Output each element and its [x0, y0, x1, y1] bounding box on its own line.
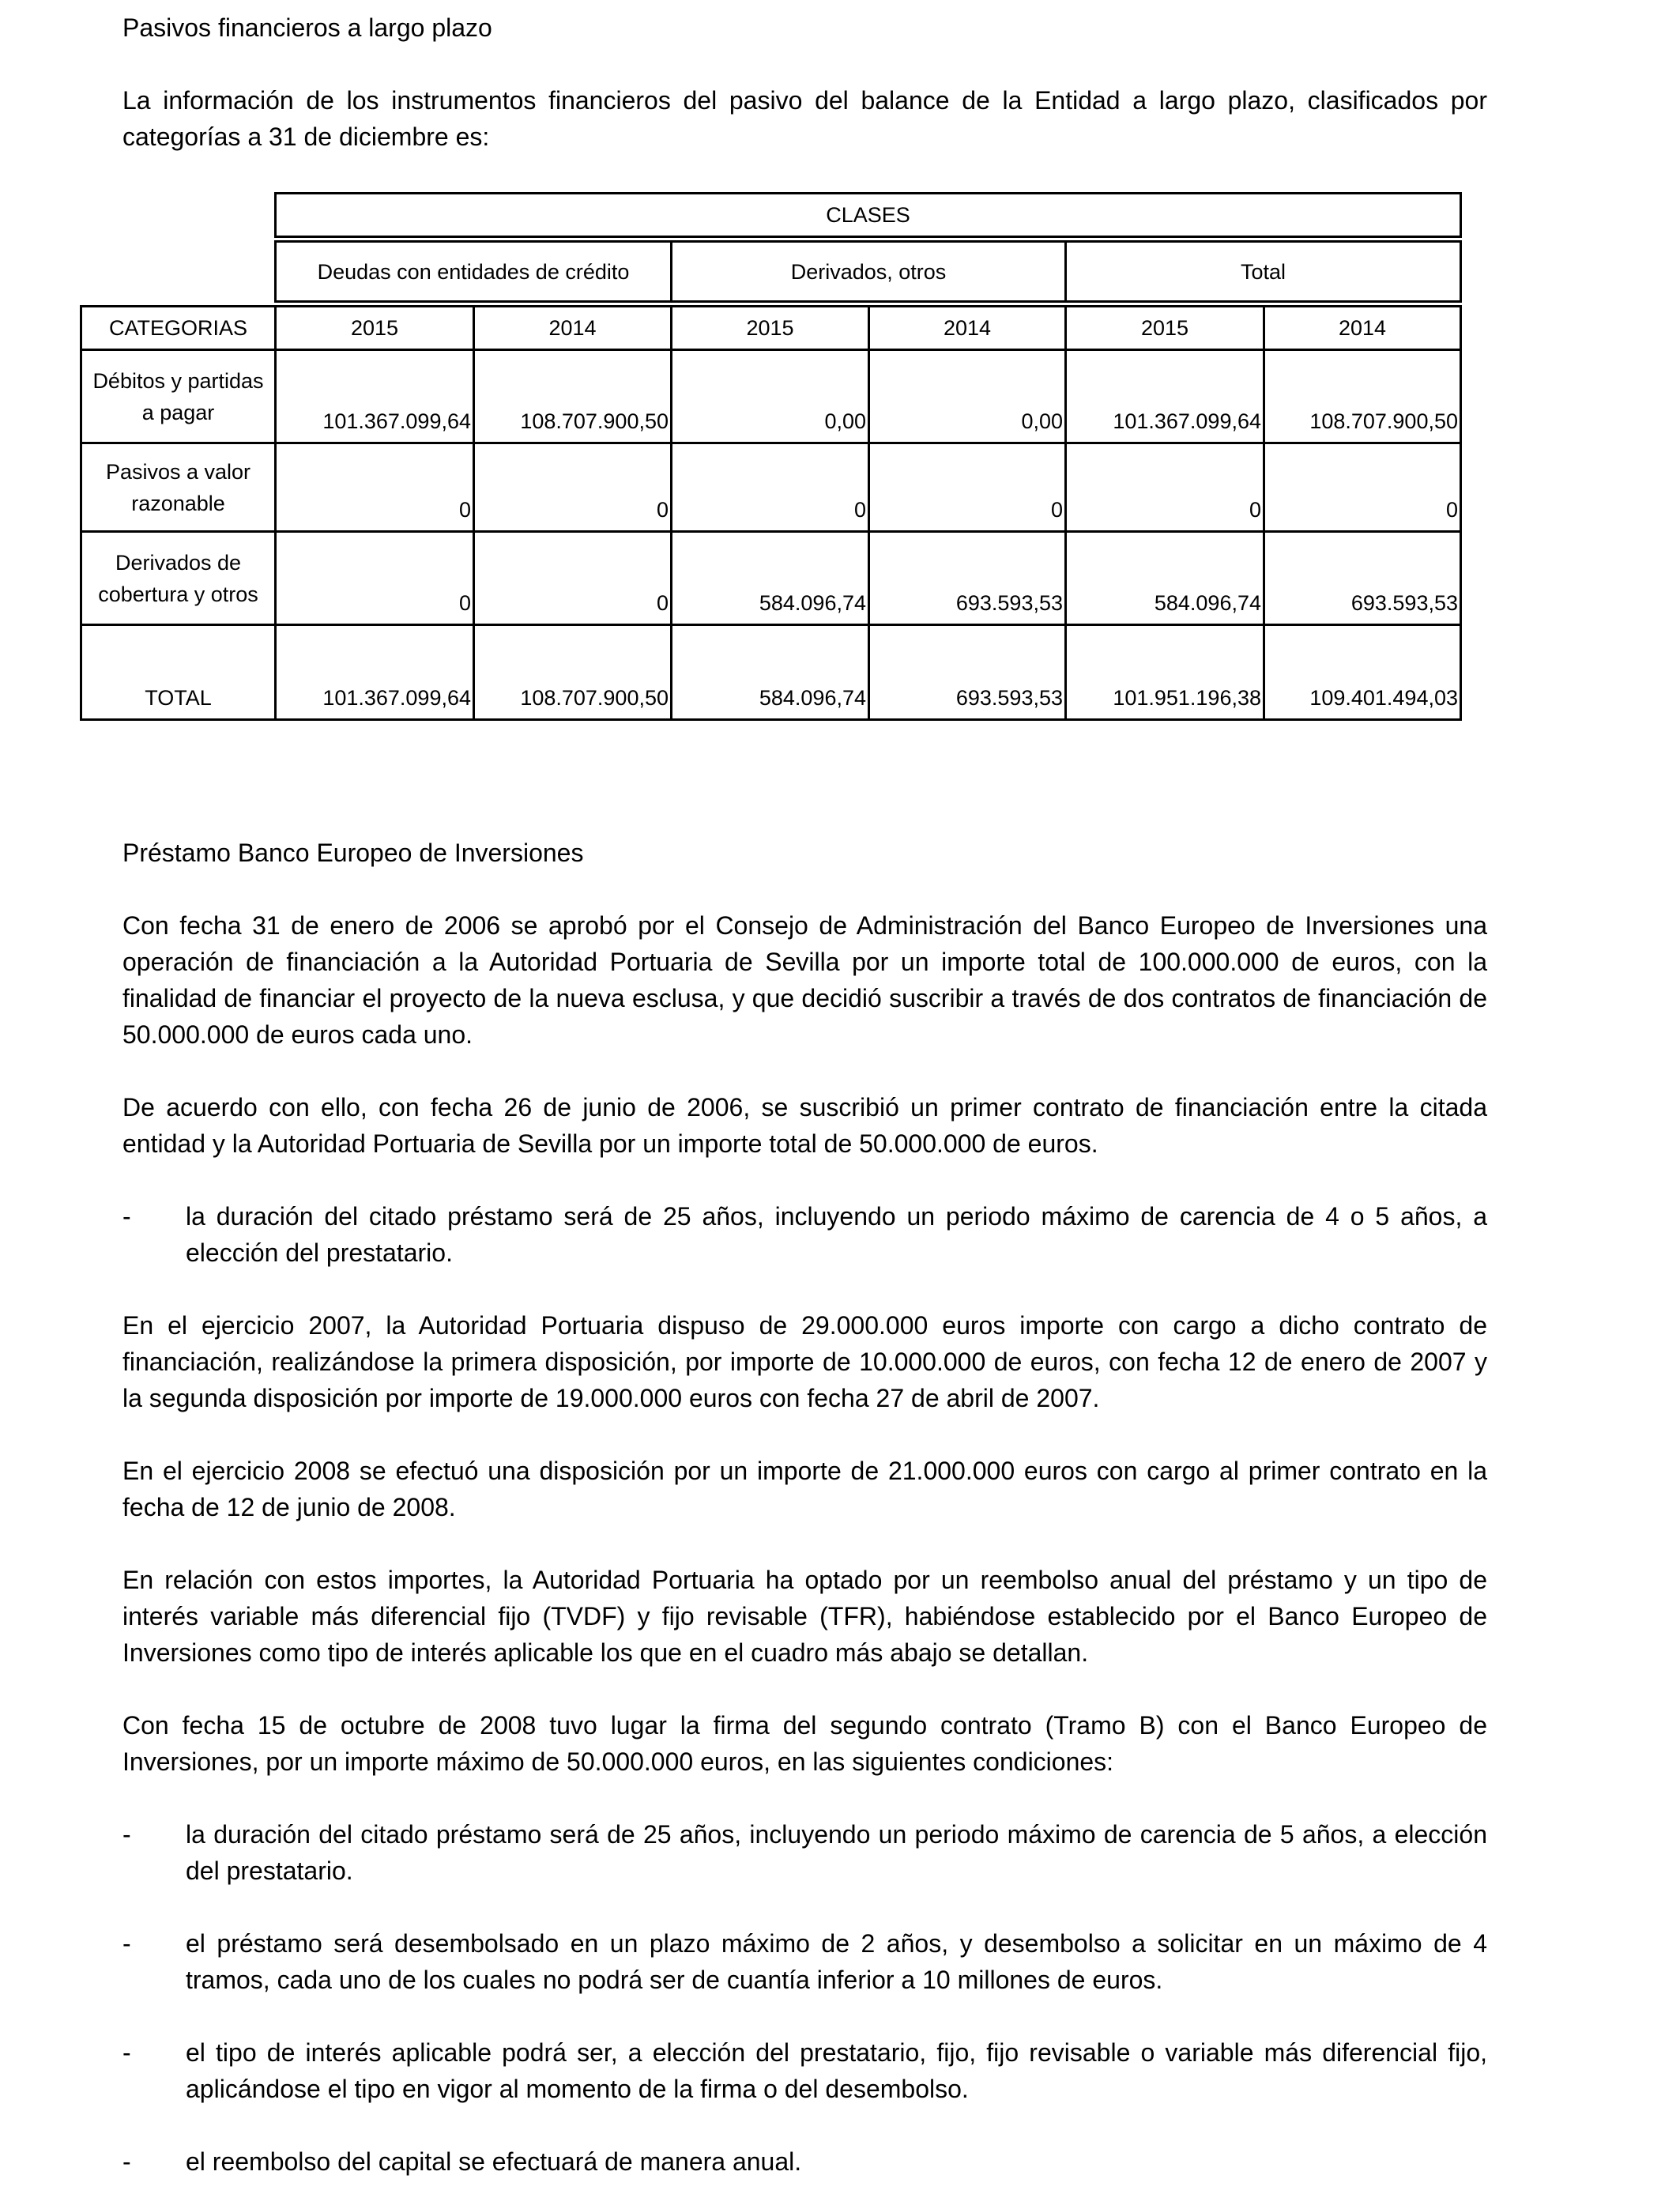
table-cell: 101.367.099,64 [274, 349, 475, 444]
section-title-prestamo: Préstamo Banco Europeo de Inversiones [122, 839, 584, 867]
row-label-pasivos-valor: Pasivos a valor razonable [80, 442, 277, 533]
table-cell: 101.951.196,38 [1064, 624, 1265, 721]
table-cell: 0 [1263, 442, 1462, 533]
year-header: 2014 [868, 305, 1067, 351]
table-cell: 109.401.494,03 [1263, 624, 1462, 721]
group-header-derivados: Derivados, otros [670, 240, 1067, 303]
bullet-text: la duración del citado préstamo será de 25 años, incluyendo un periodo máximo de carencia de 5 años, a elección del prestatario. [186, 1820, 1487, 1885]
year-header: 2015 [1064, 305, 1265, 351]
bullet-item [122, 2143, 1487, 2180]
table-cell: 0 [1064, 442, 1265, 533]
bullet-dash: - [122, 1929, 131, 1958]
paragraph-3: En el ejercicio 2007, la Autoridad Portuaria dispuso de 29.000.000 euros importe con cargo a dicho contrato de financiación, realizándose la primera disposición, por importe de 10.000.000 de euros, con fecha 12 de enero de 2007 y la segunda disposición por importe de 19.000.000 euros con fecha 27 de abril de 2007. [122, 1311, 1487, 1412]
paragraph-1: Con fecha 31 de enero de 2006 se aprobó por el Consejo de Administración del Banco Europeo de Inversiones una operación de financiación a la Autoridad Portuaria de Sevilla por un importe total de 100.000.000 de euros, con la finalidad de financiar el proyecto de la nueva esclusa, y que decidió suscribir a través de dos contratos de financiación de 50.000.000 de euros cada uno. [122, 911, 1487, 1049]
bullet-dash: - [122, 2147, 131, 2176]
paragraph-4: En el ejercicio 2008 se efectuó una disposición por un importe de 21.000.000 euros con cargo al primer contrato en la fecha de 12 de junio de 2008. [122, 1457, 1487, 1521]
row-label-debitos: Débitos y partidas a pagar [80, 349, 277, 444]
bullet-text: el tipo de interés aplicable podrá ser, a elección del prestatario, fijo, fijo revisable o variable más diferencial fijo, aplicándose el tipo en vigor al momento de la firma o del desembolso. [186, 2038, 1487, 2103]
table-cell: 693.593,53 [1263, 530, 1462, 626]
bullet-text: la duración del citado préstamo será de 25 años, incluyendo un periodo máximo de carencia de 4 o 5 años, a elección del prestatario. [186, 1202, 1487, 1267]
section-title-pasivos: Pasivos financieros a largo plazo [122, 13, 492, 42]
row-label-derivados-cobertura: Derivados de cobertura y otros [80, 530, 277, 626]
bullet-item [122, 1198, 1487, 1271]
table-cell: 584.096,74 [670, 530, 870, 626]
bullet-dash: - [122, 1202, 131, 1231]
year-header: 2015 [274, 305, 475, 351]
row-label-total: TOTAL [80, 624, 277, 721]
table-cell: 0 [274, 530, 475, 626]
table-cell: 108.707.900,50 [473, 624, 672, 721]
table-cell: 108.707.900,50 [473, 349, 672, 444]
group-header-total: Total [1064, 240, 1462, 303]
paragraph-2: De acuerdo con ello, con fecha 26 de junio de 2006, se suscribió un primer contrato de financiación entre la citada entidad y la Autoridad Portuaria de Sevilla por un importe total de 50.000.000 de euros. [122, 1093, 1487, 1158]
year-header: 2014 [473, 305, 672, 351]
table-cell: 693.593,53 [868, 624, 1067, 721]
table-cell: 0 [868, 442, 1067, 533]
table-cell: 101.367.099,64 [274, 624, 475, 721]
year-header: 2014 [1263, 305, 1462, 351]
table-cell: 0,00 [670, 349, 870, 444]
group-header-deudas: Deudas con entidades de crédito [274, 240, 672, 303]
categorias-header: CATEGORIAS [80, 305, 277, 351]
paragraph-5: En relación con estos importes, la Autoridad Portuaria ha optado por un reembolso anual del préstamo y un tipo de interés variable más diferencial fijo (TVDF) y fijo revisable (TFR), habiéndose establecido por el Banco Europeo de Inversiones como tipo de interés aplicable los que en el cuadro más abajo se detallan. [122, 1566, 1487, 1667]
bullet-item [122, 2034, 1487, 2107]
table-cell: 584.096,74 [670, 624, 870, 721]
table-cell: 0,00 [868, 349, 1067, 444]
year-header: 2015 [670, 305, 870, 351]
paragraph-6: Con fecha 15 de octubre de 2008 tuvo lugar la firma del segundo contrato (Tramo B) con el Banco Europeo de Inversiones, por un importe máximo de 50.000.000 euros, en las siguientes condiciones: [122, 1711, 1487, 1776]
bullet-text: el reembolso del capital se efectuará de manera anual. [186, 2147, 802, 2176]
table-cell: 0 [274, 442, 475, 533]
bullet-dash: - [122, 2038, 131, 2067]
bullet-text: el préstamo será desembolsado en un plazo máximo de 2 años, y desembolso a solicitar en un máximo de 4 tramos, cada uno de los cuales no podrá ser de cuantía inferior a 10 millones de euros. [186, 1929, 1487, 1994]
table-cell: 0 [473, 442, 672, 533]
table-cell: 101.367.099,64 [1064, 349, 1265, 444]
clases-header: CLASES [274, 192, 1462, 238]
table-cell: 108.707.900,50 [1263, 349, 1462, 444]
table-cell: 0 [670, 442, 870, 533]
table-cell: 0 [473, 530, 672, 626]
bullet-item [122, 1816, 1487, 1889]
table-cell: 693.593,53 [868, 530, 1067, 626]
bullet-item [122, 1925, 1487, 1998]
table-cell: 584.096,74 [1064, 530, 1265, 626]
bullet-dash: - [122, 1820, 131, 1849]
intro-paragraph: La información de los instrumentos financieros del pasivo del balance de la Entidad a largo plazo, clasificados por categorías a 31 de diciembre es: [122, 86, 1487, 151]
